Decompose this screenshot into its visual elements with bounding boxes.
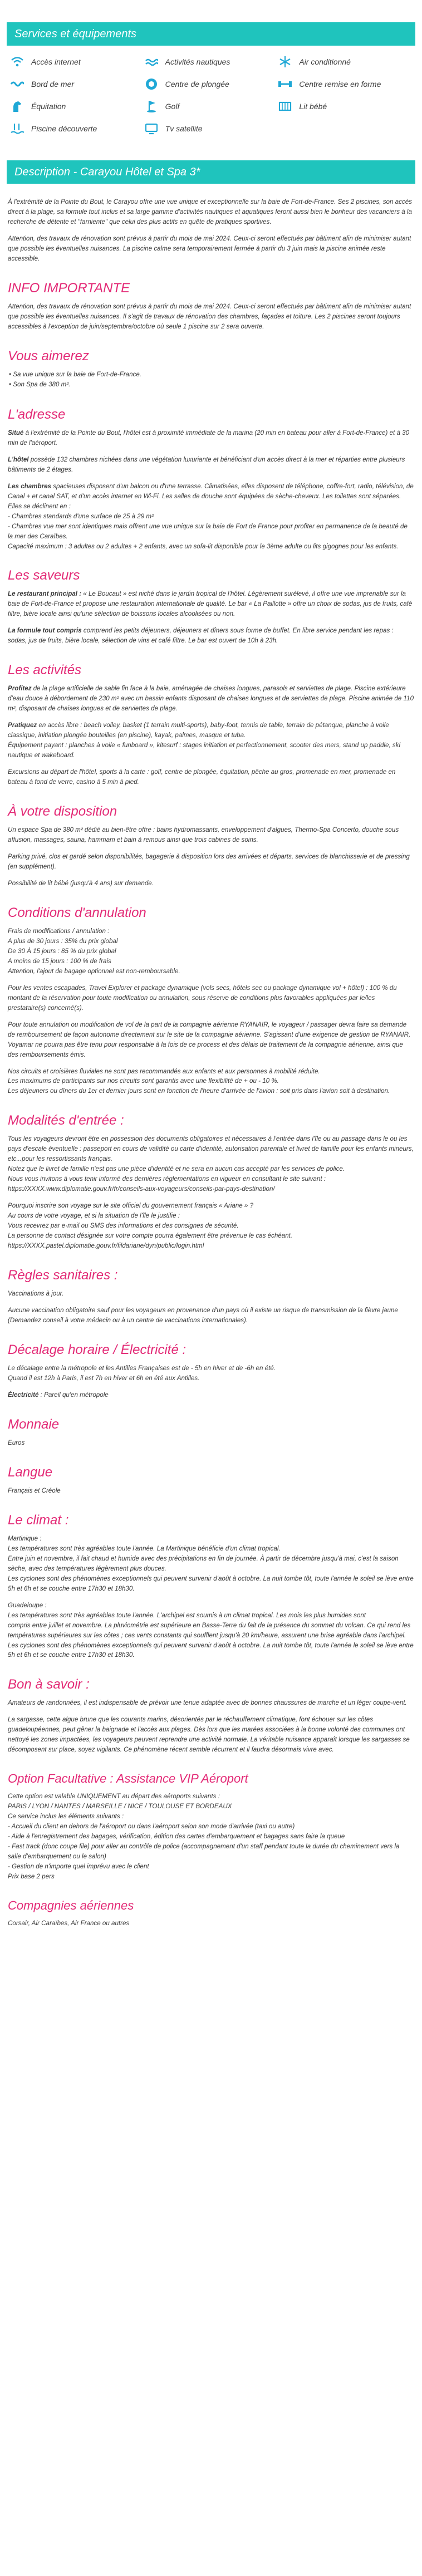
text-line: Nous vous invitons à vous tenir informé des dernières réglementations en vigueur en consultant le site suivant : https://XXXX.www.diplomatie.gouv.fr/fr/conseils-aux-voyageurs/conseils-par-pays-destination/ <box>8 1175 326 1193</box>
entree-paragraph <box>8 1134 414 1194</box>
text: de la plage artificielle de sable fin face à la baie, aménagée de chaises longues, parasols et serviettes de plage. Piscine extérieure d'eau douce à débordement de 230 m² avec un bassin enfants disposant de chaises longues et de serviettes de plage. Piscine animée de 110 m², disposant de chaises longues et de serviettes de plage. <box>8 685 414 713</box>
service-label: Centre remise en forme <box>299 80 381 89</box>
service-label: Lit bébé <box>299 102 327 111</box>
text: spacieuses disposent d'un balcon ou d'une terrasse. Climatisées, elles disposent de téléphone, coffre-fort, radio, télévision, de Canal + et canal SAT, et d'un accès internet en Wi-Fi. Les salles de douche sont équipées de sèche-cheveux. Les toilettes sont séparées. <box>8 482 414 500</box>
bold-lead: Les chambres <box>8 482 51 490</box>
golf-icon <box>144 99 159 114</box>
activites-paragraph <box>8 720 414 760</box>
bold-lead: Le restaurant principal : <box>8 590 82 598</box>
service-tv <box>144 121 278 136</box>
service-label: Piscine découverte <box>31 124 97 133</box>
compagnies-value: Corsair, Air Caraïbes, Air France ou autres <box>8 1920 130 1927</box>
disposition-paragraph: Parking privé, clos et gardé selon disponibilités, bagagerie à disposition lors des arrivées et départs, services de blanchisserie et de pressing (en supplément). <box>8 852 410 870</box>
service-label: Activités nautiques <box>165 57 230 66</box>
text-line: Prix base 2 pers <box>8 1873 55 1881</box>
vous-aimerez-list <box>8 370 414 390</box>
bon-savoir-paragraph: La sargasse, cette algue brune que les courants marins, désorientés par le réchauffement climatique, font échouer sur les côtes guadeloupéennes, peut gêner la baignade et l'accès aux plages. Dès lors que les marées associées à la bonne volonté des communes ont nettoyé les zones impactées, les voyageurs peuvent reprendre une activité normale. La véritable nuisance apparaît lorsque les sargasses se décomposent sur place, soyez vigilants. Ce phénomène récent semble récurrent et il faudra désormais vivre avec. <box>8 1716 410 1754</box>
decalage-title: Décalage horaire / Électricité : <box>8 1342 187 1357</box>
text: « Le Boucaut » est niché dans le jardin tropical de l'hôtel. Légèrement surélevé, il offre une vue imprenable sur la baie de Fort-de-France et propose une restauration internationale de qualité. Le bar « La Paillotte » offre un choix de sodas, jus de fruits, café filtre, bière locale ainsi qu'une sélection de boissons locales alcoolisées ou non. <box>8 590 413 618</box>
annulation-paragraph <box>8 926 414 977</box>
text-line: Les cyclones sont des phénomènes exceptionnels qui peuvent survenir d'août à octobre. La nuit tombe tôt, toute l'année le soleil se lève entre 5h et 6h et se couche entre 17h30 et 18h30. <box>8 1574 414 1592</box>
service-label: Accès internet <box>31 57 81 66</box>
monnaie-title: Monnaie <box>8 1416 60 1432</box>
climat-title: Le climat : <box>8 1512 69 1528</box>
adresse-paragraph <box>8 428 414 448</box>
entree-title: Modalités d'entrée : <box>8 1113 124 1128</box>
text-line: Entre juin et novembre, il fait chaud et humide avec des précipitations en fin de journée. À partir de décembre jusqu'à mai, c'est la saison sèche, avec des températures légèrement plus douces. <box>8 1554 399 1572</box>
bon-savoir-paragraph: Amateurs de randonnées, il est indispensable de prévoir une tenue adaptée avec de bonnes chaussures de marche et un léger coupe-vent. <box>8 1699 407 1707</box>
text-line: - Fast track (donc coupe file) pour aller au contrôle de police (accompagnement d'un staff pendant toute la durée du cheminement vers la salle d'embarquement ou le salon) <box>8 1843 400 1861</box>
service-label: Tv satellite <box>165 124 203 133</box>
service-label: Équitation <box>31 102 66 111</box>
adresse-title: L'adresse <box>8 406 66 422</box>
bold-lead: La formule tout compris <box>8 627 82 635</box>
text-line: Cette option est valable UNIQUEMENT au départ des aéroports suivants : <box>8 1793 220 1800</box>
text-line: PARIS / LYON / NANTES / MARSEILLE / NICE / TOULOUSE ET BORDEAUX <box>8 1803 232 1810</box>
service-wifi <box>10 55 144 69</box>
service-golf <box>144 99 278 114</box>
text: en accès libre : beach volley, basket (1 terrain multi-sports), baby-foot, tennis de table, terrain de pétanque, planche à voile classique, initiation plongée bouteilles (en piscine), kayak, palmes, masque et tuba. <box>8 722 389 739</box>
text-line: - Chambres standards d'une surface de 25 à 29 m² <box>8 512 154 520</box>
text: comprend les petits déjeuners, déjeuners et dîners sous forme de buffet. En libre service pendant les repas : sodas, jus de fruits, bière locale, sélection de vins et café filtre. Le bar est ouvert de 10h à 23h. <box>8 627 394 645</box>
service-label: Golf <box>165 102 180 111</box>
annulation-paragraph <box>8 1067 414 1097</box>
horse-icon <box>10 99 24 114</box>
text-line: Quand il est 12h à Paris, il est 7h en hiver et 6h en été aux Antilles. <box>8 1374 200 1382</box>
vip-paragraph <box>8 1792 414 1882</box>
description-header <box>7 160 415 184</box>
tv-icon <box>144 121 159 136</box>
service-diving <box>144 77 278 91</box>
text: à l'extrémité de la Pointe du Bout, l'hôtel est à proximité immédiate de la marina (20 min en bateau pour aller à Fort-de-France) et à 30 min de l'aéroport. <box>8 429 410 446</box>
climat-paragraph <box>8 1601 414 1661</box>
info-title: INFO IMPORTANTE <box>8 280 130 296</box>
text-line: Les maximums de participants sur nos circuits sont garantis avec une flexibilité de + ou - 10 %. <box>8 1077 279 1085</box>
text-line: Ce service inclus les éléments suivants : <box>8 1813 124 1821</box>
service-riding <box>10 99 144 114</box>
annulation-paragraph: Pour toute annulation ou modification de vol de la part de la compagnie aérienne RYANAIR, le voyageur / passager devra faire sa demande de remboursement de façon autonome directement sur le site de la compagnie aérienne. S'agissant d'une exigence de gestion de RYANAIR, Voyamar ne pourra pas être tenu pour responsable à la fois de ce process et des délais de traitement de la compagnie aérienne, ainsi que des remboursements émis. <box>8 1020 411 1058</box>
sea-waves-icon <box>10 77 24 91</box>
services-title: Services et équipements <box>14 28 137 40</box>
text-line: Tous les voyageurs devront être en possession des documents obligatoires et nécessaires à l'entrée dans l'île ou au passage dans le ou les pays d'escale éventuelle : passeport en cours de validité ou carte d'identité, autorisation parentale et livret de famille pour les enfants mineurs, etc...pour les ressortissants français. <box>8 1135 414 1163</box>
text-line: A moins de 15 jours : 100 % de frais <box>8 957 111 965</box>
service-label: Centre de plongée <box>165 80 229 89</box>
list-item: • Son Spa de 380 m². <box>9 380 414 390</box>
saveurs-paragraph <box>8 589 414 619</box>
text-line: - Chambres vue mer sont identiques mais offrent une vue unique sur la baie de Fort de France pour profiter en permanence de la beauté de la mer des Caraïbes. <box>8 522 408 540</box>
bold-lead: Situé <box>8 429 24 436</box>
wifi-icon <box>10 55 24 69</box>
text-line: Frais de modifications / annulation : <box>8 927 110 935</box>
text-line: Les déjeuners ou dîners du 1er et dernier jours sont en fonction de l'heure d'arrivée de l'avion : soit pris dans l'avion soit à destination. <box>8 1087 390 1095</box>
text-line: De 30 À 15 jours : 85 % du prix global <box>8 947 116 955</box>
waves-icon <box>144 55 159 69</box>
text-line: La personne de contact désignée sur votre compte pourra également être prévenue le cas échéant. <box>8 1232 293 1240</box>
service-seaside <box>10 77 144 91</box>
bold-lead: Pratiquez <box>8 722 37 729</box>
service-label: Air conditionné <box>299 57 351 66</box>
services-grid <box>7 46 415 136</box>
text-line: Équipement payant : planches à voile « funboard », kitesurf : stages initiation et perfectionnement, scooter des mers, stand up paddle, ski nautique et wakeboard. <box>8 742 401 759</box>
dumbbell-icon <box>278 77 292 91</box>
bon-savoir-title: Bon à savoir : <box>8 1677 90 1692</box>
adresse-paragraph <box>8 482 414 552</box>
sanitaires-paragraph: Vaccinations à jour. <box>8 1290 64 1298</box>
info-paragraph: Attention, des travaux de rénovation sont prévus à partir du mois de mai 2024. Ceux-ci seront effectués par bâtiment afin de minimiser autant que possible les éventuelles nuisances. Il s'agit de travaux de rénovation des chambres, façades et toiture. Les 2 piscines seront toujours accessibles à l'exception de juin/septembre/octobre où seule 1 piscine sur 2 sera ouverte. <box>8 302 411 330</box>
saveurs-title: Les saveurs <box>8 568 80 583</box>
text-line: Pourquoi inscrire son voyage sur le site officiel du gouvernement français « Ariane » ? <box>8 1202 254 1210</box>
activites-title: Les activités <box>8 663 82 678</box>
entree-paragraph <box>8 1201 414 1251</box>
disposition-paragraph: Un espace Spa de 380 m² dédié au bien-être offre : bains hydromassants, enveloppement d'algues, Thermo-Spa Concerto, douche sous affusion, massages, sauna, hammam et bain à remous ainsi que trois cabines de soins. <box>8 826 399 843</box>
bold-lead: Profitez <box>8 685 32 693</box>
decalage-paragraph <box>8 1363 414 1383</box>
compagnies-title: Compagnies aériennes <box>8 1898 134 1912</box>
description-paragraph: À l'extrémité de la Pointe du Bout, le Carayou offre une vue unique et exceptionnelle sur la baie de Fort-de-France. Ses 2 piscines, son accès direct à la plage, sa formule tout inclus et sa large gamme d'activités nautiques et aquatiques feront aussi bien le bonheur des vacanciers à la recherche de détente et "farniente" que celui des plus actifs en quête de pratiques sportives. <box>8 198 412 225</box>
annulation-title: Conditions d'annulation <box>8 905 146 920</box>
text-line: Les températures sont très agréables toute l'année. La Martinique bénéficie d'un climat tropical. <box>8 1544 281 1552</box>
text-line: Martinique : <box>8 1534 42 1542</box>
hotel-page <box>0 22 422 1929</box>
disposition-title: À votre disposition <box>8 804 117 820</box>
list-item: • Sa vue unique sur la baie de Fort-de-France. <box>9 370 414 380</box>
activites-paragraph <box>8 684 414 714</box>
snowflake-icon <box>278 55 292 69</box>
text: possède 132 chambres nichées dans une végétation luxuriante et bénéficiant d'un accès direct à la mer et réparties entre plusieurs bâtiments de 2 étages. <box>8 455 405 473</box>
text-line: - Gestion de n'importe quel imprévu avec le client <box>8 1863 149 1871</box>
text-line: Capacité maximum : 3 adultes ou 2 adultes + 2 enfants, avec un sofa-lit disponible pour le 3ème adulte ou lits gigognes pour les enfants. <box>8 542 399 550</box>
text-line: A plus de 30 jours : 35% du prix global <box>8 937 118 945</box>
langue-title: Langue <box>8 1464 53 1480</box>
description-paragraph: Attention, des travaux de rénovation sont prévus à partir du mois de mai 2024. Ceux-ci seront effectués par bâtiment afin de minimiser autant que possible les éventuelles nuisances. La piscine calme sera temporairement fermée à partir du 3 juin mais la piscine animée reste accessible. <box>8 234 411 262</box>
saveurs-paragraph <box>8 626 414 646</box>
sanitaires-paragraph: Aucune vaccination obligatoire sauf pour les voyageurs en provenance d'un pays où il existe un risque de transmission de la fièvre jaune (Demandez conseil à votre médecin ou à un centre de vaccinations internationales). <box>8 1307 398 1324</box>
disposition-paragraph: Possibilité de lit bébé (jusqu'à 4 ans) sur demande. <box>8 879 154 887</box>
text-line: Vous recevrez par e-mail ou SMS des informations et des consignes de sécurité. <box>8 1222 239 1230</box>
crib-icon <box>278 99 292 114</box>
langue-value: Français et Créole <box>8 1486 61 1494</box>
vip-title: Option Facultative : Assistance VIP Aéroport <box>8 1772 248 1786</box>
service-aircon <box>278 55 412 69</box>
text-line: Les cyclones sont des phénomènes exceptionnels qui peuvent survenir d'août à octobre. La nuit tombe tôt, toute l'année le soleil se lève entre 5h et 6h et se couche entre 17h30 et 18h30. <box>8 1641 414 1659</box>
service-pool <box>10 121 144 136</box>
activites-paragraph: Excursions au départ de l'hôtel, sports à la carte : golf, centre de plongée, équitation, pêche au gros, promenade en mer, promenade en bateau à fond de verre, casino à 5 min à pied. <box>8 768 396 786</box>
text-line: Elles se déclinent en : <box>8 502 71 510</box>
service-nautical <box>144 55 278 69</box>
pool-icon <box>10 121 24 136</box>
service-fitness <box>278 77 412 91</box>
text-line: compris entre juillet et novembre. La pluviométrie est supérieure en Basse-Terre du fait de la présence du sommet du volcan. Ce qui rend les températures supérieures sur les côtes ; ces vents constants qui soufflent jusqu'à 20 km/heure, assurent une brise agréable dans l'archipel. <box>8 1621 411 1639</box>
description-title: Description - Carayou Hôtel et Spa 3* <box>14 166 200 178</box>
adresse-paragraph <box>8 455 414 475</box>
service-crib <box>278 99 412 114</box>
annulation-paragraph: Pour les ventes escapades, Travel Explorer et package dynamique (vols secs, hôtels sec ou package dynamique vol + hôtel) : 100 % du montant de la réservation pour toute modification ou annulation, sous réserve de conditions plus favorables appliquées par le/les prestataire(s) concerné(s). <box>8 984 397 1012</box>
text-line: - Aide à l'enregistrement des bagages, vérification, édition des cartes d'embarquement et bagages sans faire la queue <box>8 1833 345 1841</box>
text-line: Guadeloupe : <box>8 1601 47 1609</box>
text-line: Le décalage entre la métropole et les Antilles Françaises est de - 5h en hiver et de -6h en été. <box>8 1364 276 1372</box>
bold-lead: Électricité <box>8 1391 39 1399</box>
climat-paragraph <box>8 1534 414 1594</box>
description-content <box>7 184 415 1929</box>
decalage-paragraph <box>8 1390 414 1400</box>
text-line: - Accueil du client en dehors de l'aéroport ou dans l'aéroport selon son mode d'arrivée (taxi ou autre) <box>8 1823 295 1831</box>
monnaie-value: Euros <box>8 1439 25 1446</box>
services-header <box>7 22 415 46</box>
vous-aimerez-title: Vous aimerez <box>8 348 89 364</box>
text-line: Au cours de votre voyage, et si la situation de l'île le justifie : <box>8 1212 180 1220</box>
diving-icon <box>144 77 159 91</box>
text: : Pareil qu'en métropole <box>38 1391 109 1399</box>
service-label: Bord de mer <box>31 80 75 89</box>
text-line: https://XXXX.pastel.diplomatie.gouv.fr/fildariane/dyn/public/login.html <box>8 1242 204 1250</box>
bold-lead: L'hôtel <box>8 455 29 463</box>
text-line: Attention, l'ajout de bagage optionnel est non-remboursable. <box>8 967 180 975</box>
text-line: Nos circuits et croisières fluviales ne sont pas recommandés aux enfants et aux personnes à mobilité réduite. <box>8 1067 320 1075</box>
text-line: Les températures sont très agréables toute l'année. L'archipel est soumis à un climat tropical. Les mois les plus humides sont <box>8 1611 366 1619</box>
sanitaires-title: Règles sanitaires : <box>8 1268 118 1283</box>
text-line: Notez que le livret de famille n'est pas une pièce d'identité et ne sera en aucun cas accepté par les services de police. <box>8 1165 345 1173</box>
